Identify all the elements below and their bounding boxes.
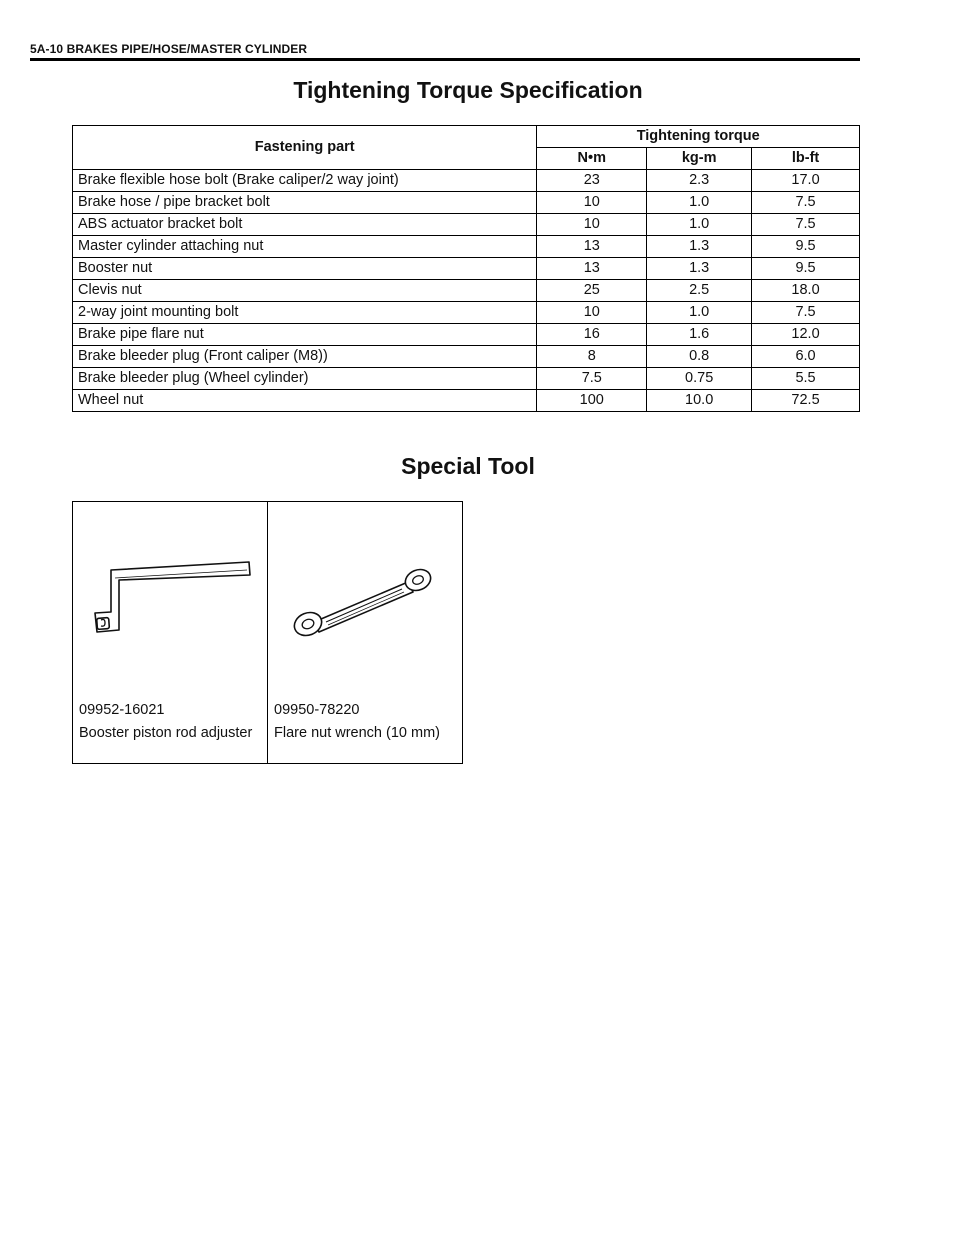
tool-cell-piston-rod-adjuster (73, 502, 268, 763)
cell-nm: 100 (537, 390, 647, 412)
header-unit-nm: N•m (537, 148, 647, 170)
cell-part: ABS actuator bracket bolt (73, 214, 537, 236)
table-row (73, 258, 860, 280)
cell-kgm: 1.0 (647, 214, 752, 236)
cell-lbft: 9.5 (752, 236, 860, 258)
cell-nm: 23 (537, 170, 647, 192)
cell-kgm: 1.3 (647, 236, 752, 258)
table-row (73, 368, 860, 390)
table-row (73, 390, 860, 412)
table-row (73, 214, 860, 236)
cell-part: Booster nut (73, 258, 537, 280)
header-unit-kgm: kg-m (647, 148, 752, 170)
table-row (73, 170, 860, 192)
cell-part: Brake bleeder plug (Front caliper (M8)) (73, 346, 537, 368)
cell-part: 2-way joint mounting bolt (73, 302, 537, 324)
cell-part: Wheel nut (73, 390, 537, 412)
cell-lbft: 6.0 (752, 346, 860, 368)
cell-nm: 10 (537, 192, 647, 214)
cell-nm: 13 (537, 236, 647, 258)
cell-nm: 25 (537, 280, 647, 302)
piston-rod-adjuster-icon (73, 542, 268, 652)
special-tool-section-title: Special Tool (401, 453, 535, 479)
cell-lbft: 7.5 (752, 302, 860, 324)
header-fastening-part: Fastening part (73, 126, 537, 170)
cell-part: Clevis nut (73, 280, 537, 302)
header-unit-lbft: lb-ft (752, 148, 860, 170)
cell-nm: 10 (537, 302, 647, 324)
cell-nm: 8 (537, 346, 647, 368)
table-row (73, 236, 860, 258)
header-rule (30, 58, 860, 61)
tool-name: Flare nut wrench (10 mm) (274, 725, 440, 741)
cell-kgm: 2.5 (647, 280, 752, 302)
cell-nm: 13 (537, 258, 647, 280)
cell-lbft: 12.0 (752, 324, 860, 346)
table-row (73, 302, 860, 324)
tool-part-number: 09950-78220 (274, 702, 360, 718)
cell-kgm: 0.75 (647, 368, 752, 390)
table-row (73, 346, 860, 368)
cell-lbft: 17.0 (752, 170, 860, 192)
torque-table (72, 125, 860, 412)
cell-nm: 7.5 (537, 368, 647, 390)
cell-kgm: 0.8 (647, 346, 752, 368)
cell-lbft: 9.5 (752, 258, 860, 280)
cell-kgm: 10.0 (647, 390, 752, 412)
table-row (73, 192, 860, 214)
cell-part: Brake flexible hose bolt (Brake caliper/2 way joint) (73, 170, 537, 192)
cell-kgm: 1.0 (647, 302, 752, 324)
special-tool-table (72, 501, 463, 764)
cell-nm: 16 (537, 324, 647, 346)
cell-kgm: 1.6 (647, 324, 752, 346)
table-row (73, 324, 860, 346)
running-head: 5A-10 BRAKES PIPE/HOSE/MASTER CYLINDER (30, 42, 308, 56)
cell-nm: 10 (537, 214, 647, 236)
table-row (73, 280, 860, 302)
cell-lbft: 18.0 (752, 280, 860, 302)
cell-kgm: 2.3 (647, 170, 752, 192)
cell-part: Brake hose / pipe bracket bolt (73, 192, 537, 214)
tool-cell-flare-nut-wrench (268, 502, 463, 763)
cell-lbft: 72.5 (752, 390, 860, 412)
cell-part: Brake pipe flare nut (73, 324, 537, 346)
tool-part-number: 09952-16021 (79, 702, 165, 718)
cell-kgm: 1.0 (647, 192, 752, 214)
cell-part: Master cylinder attaching nut (73, 236, 537, 258)
torque-section-title: Tightening Torque Specification (293, 77, 643, 103)
cell-lbft: 7.5 (752, 192, 860, 214)
cell-lbft: 7.5 (752, 214, 860, 236)
cell-lbft: 5.5 (752, 368, 860, 390)
cell-kgm: 1.3 (647, 258, 752, 280)
cell-part: Brake bleeder plug (Wheel cylinder) (73, 368, 537, 390)
flare-nut-wrench-icon (268, 542, 463, 652)
header-tightening-torque: Tightening torque (537, 126, 860, 148)
tool-name: Booster piston rod adjuster (79, 725, 253, 741)
